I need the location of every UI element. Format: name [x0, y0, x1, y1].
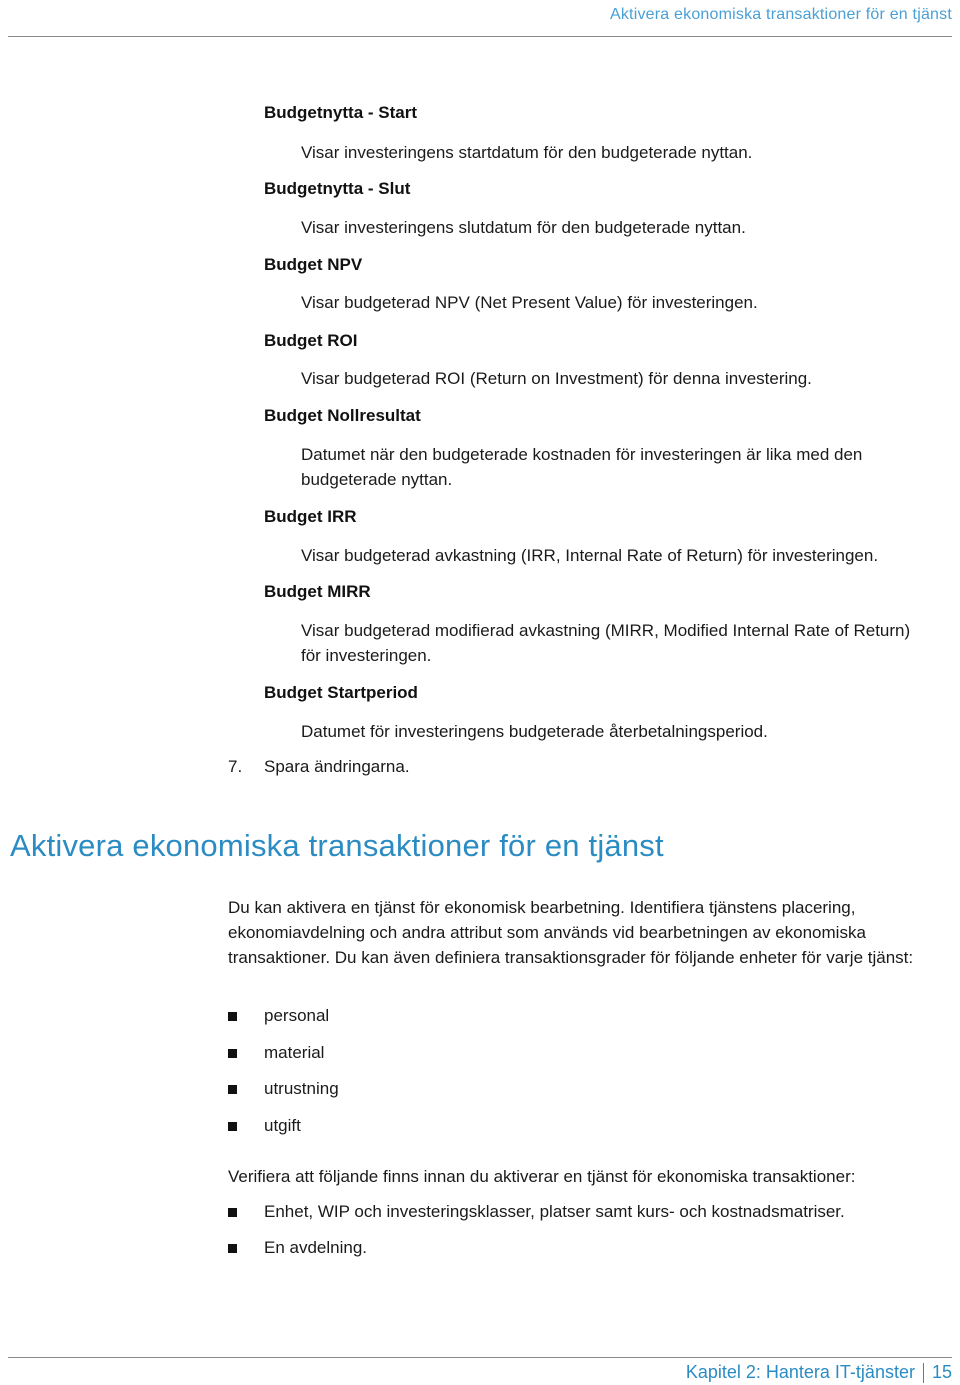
- running-header: Aktivera ekonomiska transaktioner för en tjänst: [609, 6, 952, 23]
- list-item: [228, 1116, 301, 1136]
- desc-budgetnytta-start: Visar investeringens startdatum för den budgeterade nyttan.: [301, 143, 753, 162]
- term-budget-mirr: Budget MIRR: [264, 582, 371, 601]
- step-text: Spara ändringarna.: [264, 757, 410, 776]
- bullet-square-icon: [228, 1208, 237, 1217]
- bullet-square-icon: [228, 1049, 237, 1058]
- list-item-text: personal: [264, 1006, 330, 1025]
- footer-chapter: Kapitel 2: Hantera IT-tjänster: [685, 1362, 915, 1382]
- bullet-square-icon: [228, 1085, 237, 1094]
- desc-budget-nollresultat: Datumet när den budgeterade kostnaden för investeringen är lika med den budgeterade nyttan.: [301, 445, 863, 489]
- list-item-text: En avdelning.: [264, 1238, 368, 1257]
- desc-budget-roi: Visar budgeterad ROI (Return on Investment) för denna investering.: [301, 369, 812, 388]
- term-budget-startperiod: Budget Startperiod: [264, 683, 418, 702]
- bullet-square-icon: [228, 1012, 237, 1021]
- bullet-square-icon: [228, 1122, 237, 1131]
- page-number: 15: [931, 1362, 952, 1382]
- desc-budget-irr: Visar budgeterad avkastning (IRR, Internal Rate of Return) för investeringen.: [301, 546, 879, 565]
- desc-budget-startperiod: Datumet för investeringens budgeterade återbetalningsperiod.: [301, 722, 768, 741]
- section-intro: Du kan aktivera en tjänst för ekonomisk bearbetning. Identifiera tjänstens placering, ekonomiavdelning och andra attribut som används vid bearbetningen av ekonomiska transaktioner. Du kan även definiera transaktionsgrader för följande enheter för varje tjänst:: [228, 898, 914, 967]
- list-item-text: utrustning: [264, 1079, 339, 1098]
- step-item: [228, 757, 410, 777]
- list-item-text: utgift: [264, 1116, 301, 1135]
- list-item: [228, 1006, 329, 1026]
- list-item: [228, 1043, 324, 1063]
- footer-rule: [8, 1357, 952, 1358]
- list-item-text: Enhet, WIP och investeringsklasser, platser samt kurs- och kostnadsmatriser.: [264, 1202, 845, 1221]
- term-budget-irr: Budget IRR: [264, 507, 357, 526]
- term-budget-npv: Budget NPV: [264, 255, 363, 274]
- page-footer: [686, 1362, 952, 1383]
- term-budgetnytta-slut: Budgetnytta - Slut: [264, 179, 411, 198]
- list-item: [228, 1202, 845, 1222]
- term-budgetnytta-start: Budgetnytta - Start: [264, 103, 417, 122]
- list-item: [228, 1079, 339, 1099]
- list-item-text: material: [264, 1043, 325, 1062]
- step-number: 7.: [228, 757, 243, 776]
- desc-budget-mirr: Visar budgeterad modifierad avkastning (MIRR, Modified Internal Rate of Return) för investeringen.: [301, 621, 911, 665]
- section-verify: Verifiera att följande finns innan du aktiverar en tjänst för ekonomiska transaktioner:: [228, 1167, 856, 1186]
- footer-separator: [923, 1363, 924, 1383]
- bullet-square-icon: [228, 1244, 237, 1253]
- desc-budget-npv: Visar budgeterad NPV (Net Present Value) för investeringen.: [301, 293, 758, 312]
- section-heading: Aktivera ekonomiska transaktioner för en tjänst: [10, 828, 664, 863]
- desc-budgetnytta-slut: Visar investeringens slutdatum för den budgeterade nyttan.: [301, 218, 746, 237]
- term-budget-roi: Budget ROI: [264, 331, 358, 350]
- list-item: [228, 1238, 367, 1258]
- header-rule: [8, 36, 952, 37]
- term-budget-nollresultat: Budget Nollresultat: [264, 406, 421, 425]
